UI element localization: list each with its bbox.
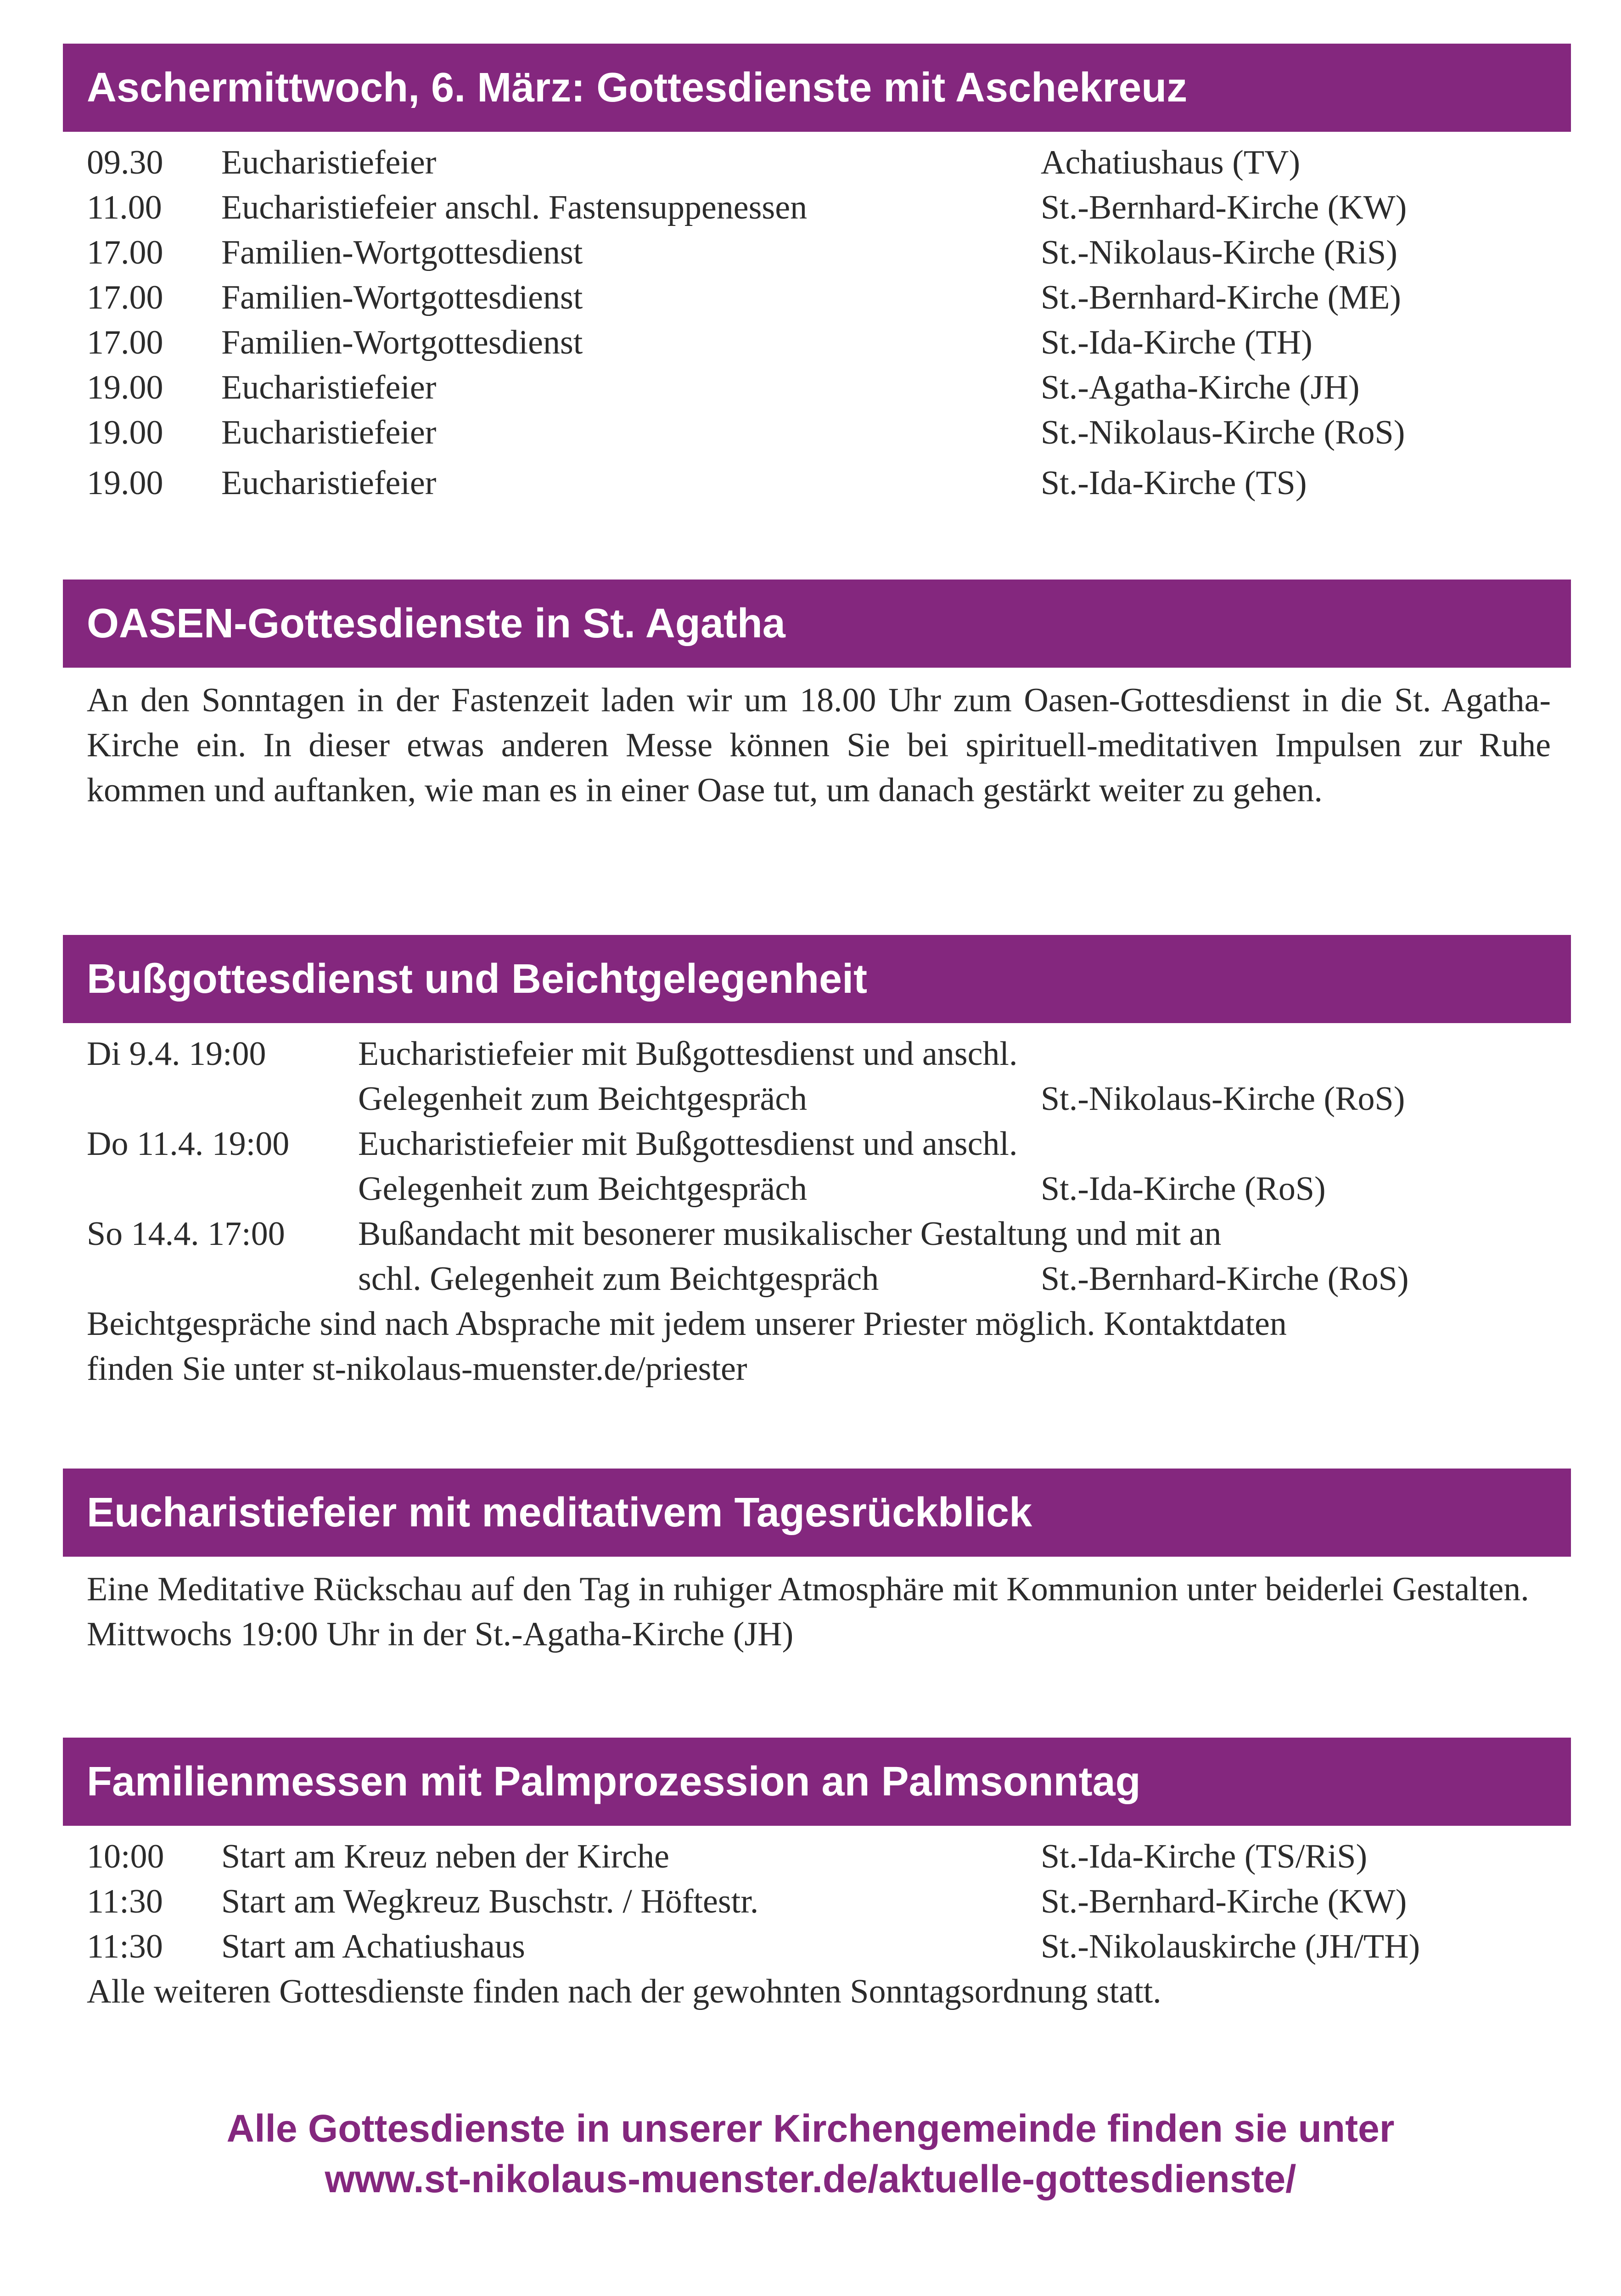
row-location: St.-Bernhard-Kirche (KW)	[1041, 1883, 1407, 1920]
section-title: Eucharistiefeier mit meditativem Tagesrückblick	[63, 1469, 1571, 1557]
section-title: Aschermittwoch, 6. März: Gottesdienste mit Aschekreuz	[63, 44, 1571, 132]
row-time: So 14.4. 17:00	[87, 1215, 285, 1253]
row-time: Di 9.4. 19:00	[87, 1035, 266, 1073]
schedule-row	[63, 1256, 1571, 1301]
row-event: Eucharistiefeier mit Bußgottesdienst und anschl.	[358, 1035, 1018, 1073]
row-event: Bußandacht mit besonerer musikalischer Gestaltung und mit an	[358, 1215, 1222, 1253]
row-location: St.-Agatha-Kirche (JH)	[1041, 369, 1360, 406]
row-event: Eucharistiefeier	[221, 414, 437, 451]
row-time: Do 11.4. 19:00	[87, 1125, 290, 1163]
schedule-row	[63, 1834, 1571, 1879]
schedule-row	[63, 140, 1571, 185]
footer-link[interactable]: www.st-nikolaus-muenster.de/aktuelle-gottesdienste/	[325, 2157, 1296, 2200]
schedule-row	[63, 1211, 1571, 1256]
section-bussgottesdienst	[63, 935, 1571, 1391]
schedule-row	[63, 1031, 1571, 1076]
schedule-row	[63, 1166, 1571, 1211]
row-time: 17.00	[87, 324, 163, 361]
row-location: St.-Bernhard-Kirche (ME)	[1041, 279, 1401, 316]
section-meditativ	[63, 1469, 1571, 1657]
schedule-row	[63, 1076, 1571, 1121]
footer	[0, 2103, 1621, 2204]
row-location: St.-Bernhard-Kirche (KW)	[1041, 189, 1407, 226]
section-title: OASEN-Gottesdienste in St. Agatha	[63, 580, 1571, 668]
schedule-list	[63, 1834, 1571, 1969]
row-time: 10:00	[87, 1838, 164, 1875]
row-location: St.-Bernhard-Kirche (RoS)	[1041, 1260, 1409, 1298]
row-event: Familien-Wortgottesdienst	[221, 279, 583, 316]
footer-line: Alle Gottesdienste in unserer Kirchengemeinde finden sie unter	[226, 2107, 1395, 2150]
schedule-list	[63, 1031, 1571, 1301]
schedule-row	[63, 461, 1571, 506]
section-title: Familienmessen mit Palmprozession an Palmsonntag	[63, 1738, 1571, 1826]
row-event: Eucharistiefeier	[221, 369, 437, 406]
row-event: schl. Gelegenheit zum Beichtgespräch	[358, 1260, 879, 1298]
row-location: St.-Nikolaus-Kirche (RoS)	[1041, 414, 1405, 451]
section-oasen	[63, 580, 1571, 813]
row-time: 19.00	[87, 464, 163, 502]
row-event: Start am Kreuz neben der Kirche	[221, 1838, 669, 1875]
row-time: 11:30	[87, 1883, 163, 1920]
row-location: St.-Ida-Kirche (TH)	[1041, 324, 1313, 361]
section-aschermittwoch	[63, 44, 1571, 506]
schedule-row	[63, 1121, 1571, 1166]
row-location: St.-Nikolauskirche (JH/TH)	[1041, 1928, 1420, 1965]
section-title: Bußgottesdienst und Beichtgelegenheit	[63, 935, 1571, 1023]
section-note: finden Sie unter st-nikolaus-muenster.de/priester	[87, 1350, 747, 1388]
row-event: Eucharistiefeier	[221, 464, 437, 502]
row-time: 17.00	[87, 279, 163, 316]
schedule-row	[63, 185, 1571, 230]
row-event: Gelegenheit zum Beichtgespräch	[358, 1170, 808, 1208]
schedule-row	[63, 365, 1571, 410]
row-location: Achatiushaus (TV)	[1041, 144, 1301, 181]
schedule-list	[63, 140, 1571, 506]
schedule-row	[63, 230, 1571, 275]
row-time: 09.30	[87, 144, 163, 181]
schedule-row	[63, 1924, 1571, 1969]
row-event: Eucharistiefeier	[221, 144, 437, 181]
row-event: Familien-Wortgottesdienst	[221, 234, 583, 271]
schedule-row	[63, 320, 1571, 365]
row-time: 11:30	[87, 1928, 163, 1965]
row-location: St.-Nikolaus-Kirche (RiS)	[1041, 234, 1397, 271]
row-event: Gelegenheit zum Beichtgespräch	[358, 1080, 808, 1118]
section-text: Eine Meditative Rückschau auf den Tag in ruhiger Atmosphäre mit Kommunion unter beiderlei Gestalten. Mittwochs 19:00 Uhr in der St.-Agatha-Kirche (JH)	[87, 1570, 1529, 1653]
row-location: St.-Nikolaus-Kirche (RoS)	[1041, 1080, 1405, 1118]
row-time: 19.00	[87, 414, 163, 451]
row-time: 17.00	[87, 234, 163, 271]
row-event: Familien-Wortgottesdienst	[221, 324, 583, 361]
row-location: St.-Ida-Kirche (RoS)	[1041, 1170, 1326, 1208]
section-note: Alle weiteren Gottesdienste finden nach der gewohnten Sonntagsordnung statt.	[87, 1973, 1161, 2010]
row-event: Start am Wegkreuz Buschstr. / Höftestr.	[221, 1883, 759, 1920]
row-event: Eucharistiefeier anschl. Fastensuppenessen	[221, 189, 808, 226]
row-location: St.-Ida-Kirche (TS/RiS)	[1041, 1838, 1368, 1875]
schedule-row	[63, 1879, 1571, 1924]
row-location: St.-Ida-Kirche (TS)	[1041, 464, 1307, 502]
row-event: Eucharistiefeier mit Bußgottesdienst und anschl.	[358, 1125, 1018, 1163]
schedule-row	[63, 275, 1571, 320]
section-text: An den Sonntagen in der Fastenzeit laden wir um 18.00 Uhr zum Oasen-Gottesdienst in die St. Agatha-Kirche ein. In dieser etwas anderen Messe können Sie bei spirituell-meditativen Impulsen zur Ruhe kommen und auftanken, wie man es in einer Oase tut, um danach gestärkt weiter zu gehen.	[87, 681, 1551, 809]
schedule-row	[63, 410, 1571, 455]
section-palmsonntag	[63, 1738, 1571, 2014]
row-time: 11.00	[87, 189, 162, 226]
row-time: 19.00	[87, 369, 163, 406]
section-note: Beichtgespräche sind nach Absprache mit jedem unserer Priester möglich. Kontaktdaten	[87, 1305, 1287, 1343]
row-event: Start am Achatiushaus	[221, 1928, 525, 1965]
